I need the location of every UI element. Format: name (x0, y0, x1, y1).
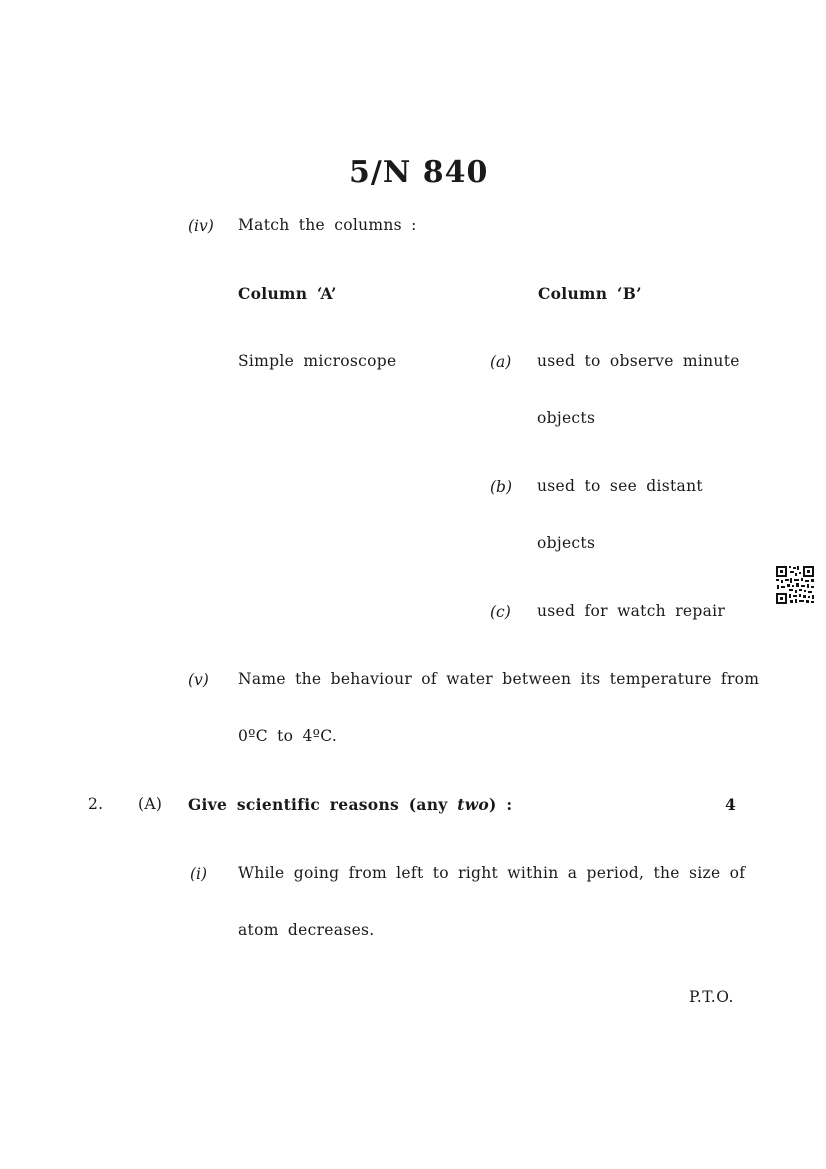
option-b-text-line2: objects (537, 534, 596, 552)
page-code: 5/N 840 (349, 155, 489, 190)
question-number-v: (v) (188, 671, 209, 689)
question-2-number: 2. (88, 795, 104, 813)
question-v-line2: 0ºC to 4ºC. (238, 727, 338, 745)
option-a-letter: (a) (490, 353, 512, 371)
column-a-header: Column ‘A’ (238, 284, 337, 303)
option-c-text-line1: used for watch repair (537, 602, 726, 620)
option-b-text-line1: used to see distant (537, 477, 703, 495)
option-b-letter: (b) (490, 478, 513, 496)
question-2-heading-pre: Give scientific reasons (any (188, 795, 458, 814)
option-a-text-line1: used to observe minute (537, 352, 740, 370)
question-number-iv: (iv) (188, 217, 214, 235)
qr-code-icon (775, 565, 815, 605)
option-a-text-line2: objects (537, 409, 596, 427)
column-a-item: Simple microscope (238, 352, 397, 370)
column-b-header: Column ‘B’ (538, 284, 642, 303)
page-turn-over: P.T.O. (689, 988, 734, 1006)
question-2-part: (A) (138, 795, 163, 813)
question-2-i-line1: While going from left to right within a period, the size of (238, 864, 746, 882)
question-2-i-number: (i) (190, 865, 208, 883)
question-2-i-line2: atom decreases. (238, 921, 375, 939)
question-2-heading-em: two (457, 795, 490, 814)
question-v-line1: Name the behaviour of water between its temperature from (238, 670, 760, 688)
question-iv-text: Match the columns : (238, 216, 417, 234)
question-2-heading (188, 795, 512, 814)
question-2-heading-post: ) : (489, 795, 513, 814)
question-2-marks: 4 (725, 795, 737, 814)
option-c-letter: (c) (490, 603, 511, 621)
